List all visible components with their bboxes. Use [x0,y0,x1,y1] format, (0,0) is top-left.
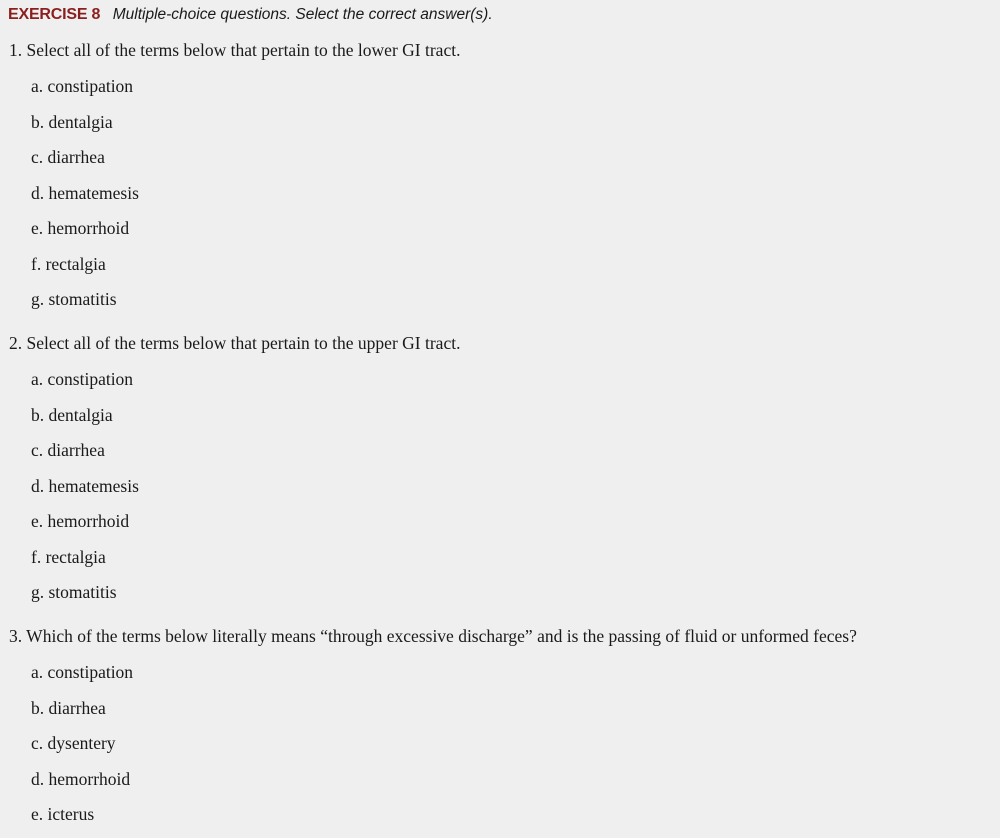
question-stem: 1. Select all of the terms below that pertain to the lower GI tract. [9,40,461,60]
answer-options [31,660,133,838]
answer-options [31,367,139,616]
answer-option[interactable]: c. diarrhea [31,440,105,460]
answer-option[interactable]: d. hematemesis [31,475,139,496]
answer-option[interactable]: a. constipation [31,369,134,389]
question-stem: 2. Select all of the terms below that pertain to the upper GI tract. [9,333,461,353]
answer-option[interactable]: b. dentalgia [31,404,113,425]
answer-option[interactable]: e. hemorrhoid [31,511,130,531]
answer-option[interactable]: e. icterus [31,804,95,824]
question-stem: 3. Which of the terms below literally means “through excessive discharge” and is the passing of fluid or unformed feces? [9,626,857,646]
answer-option[interactable]: a. constipation [31,662,134,682]
exercise-instructions: Multiple-choice questions. Select the correct answer(s). [112,6,493,23]
answer-option[interactable]: c. dysentery [31,733,116,753]
answer-option[interactable]: f. rectalgia [31,253,106,274]
answer-option[interactable]: g. stomatitis [31,582,117,602]
answer-option[interactable]: f. rectalgia [31,546,106,567]
answer-option[interactable]: g. stomatitis [31,289,117,309]
exercise-header [8,3,493,27]
answer-option[interactable]: d. hematemesis [31,182,139,203]
answer-option[interactable]: b. diarrhea [31,697,106,718]
answer-option[interactable]: c. diarrhea [31,147,105,167]
answer-options [31,74,139,323]
answer-option[interactable]: a. constipation [31,76,134,96]
answer-option[interactable]: d. hemorrhoid [31,768,131,789]
answer-option[interactable]: b. dentalgia [31,111,113,132]
exercise-label: EXERCISE 8 [8,6,101,23]
answer-option[interactable]: e. hemorrhoid [31,218,130,238]
